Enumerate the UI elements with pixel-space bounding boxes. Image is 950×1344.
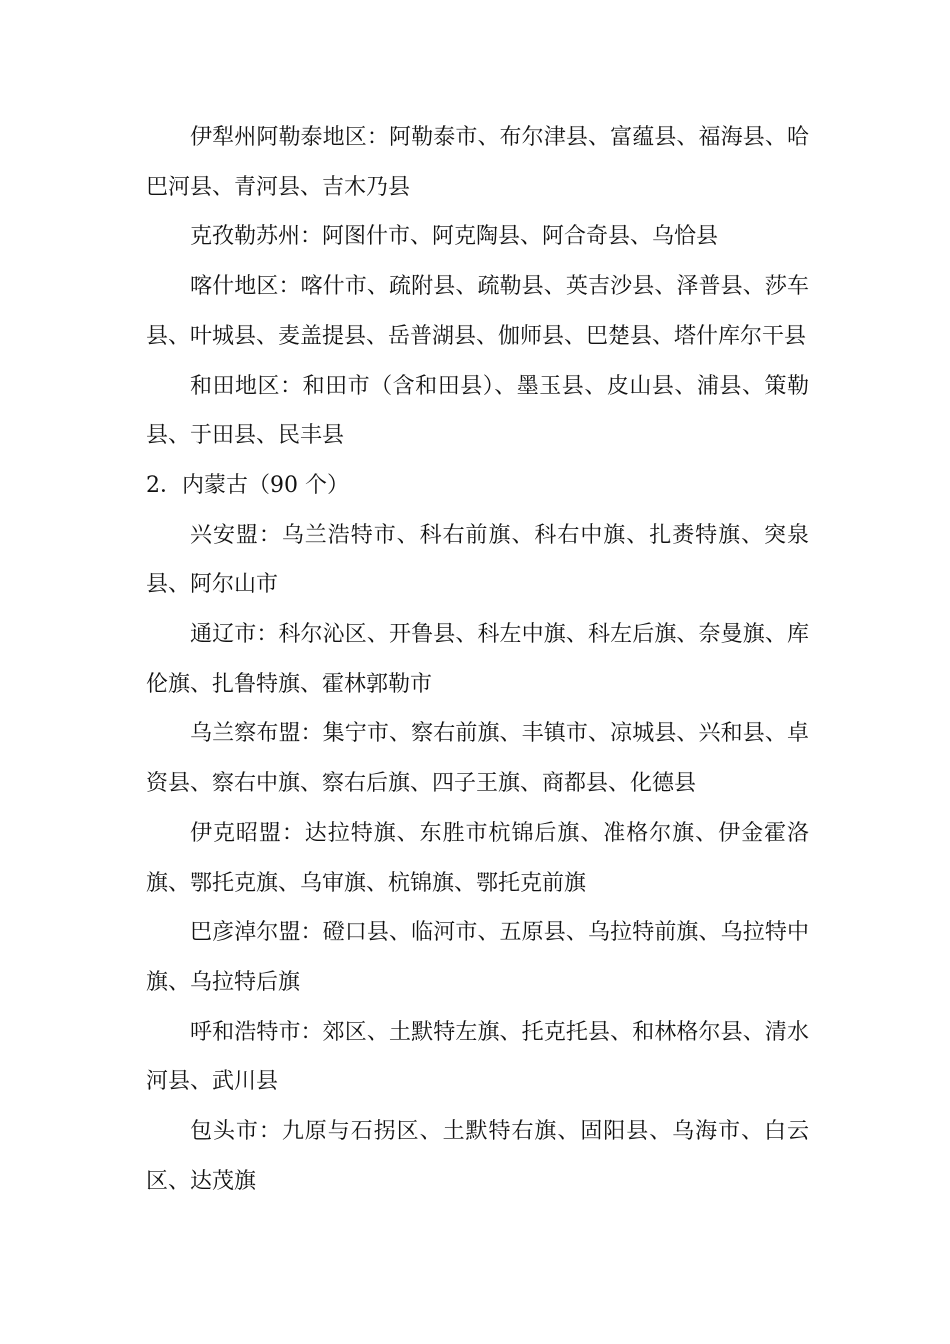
paragraph-kizilsu: 克孜勒苏州：阿图什市、阿克陶县、阿合奇县、乌恰县 [190,224,719,250]
document-body [146,113,809,1206]
paragraph-ulanqab: 乌兰察布盟：集宁市、察右前旗、丰镇市、凉城县、兴和县、卓资县、察右中旗、察右后旗、四子王旗、商都县、化德县 [146,721,809,797]
paragraph-kashgar: 喀什地区：喀什市、疏附县、疏勒县、英吉沙县、泽普县、莎车县、叶城县、麦盖提县、岳普湖县、伽师县、巴楚县、塔什库尔干县 [146,274,809,349]
paragraph-hinggan: 兴安盟：乌兰浩特市、科右前旗、科右中旗、扎赉特旗、突泉县、阿尔山市 [146,522,809,598]
paragraph-hohhot: 呼和浩特市：郊区、土默特左旗、托克托县、和林格尔县、清水河县、武川县 [146,1019,809,1095]
paragraph-bayannur: 巴彦淖尔盟：磴口县、临河市、五原县、乌拉特前旗、乌拉特中旗、乌拉特后旗 [146,920,809,995]
paragraph-baotou: 包头市：九原与石拐区、土默特右旗、固阳县、乌海市、白云区、达茂旗 [146,1119,809,1194]
paragraph-tongliao: 通辽市：科尔沁区、开鲁县、科左中旗、科左后旗、奈曼旗、库伦旗、扎鲁特旗、霍林郭勒市 [146,622,809,697]
paragraph-ikezhao: 伊克昭盟：达拉特旗、东胜市杭锦后旗、准格尔旗、伊金霍洛旗、鄂托克旗、乌审旗、杭锦旗、鄂托克前旗 [146,820,809,896]
paragraph-hotan: 和田地区：和田市（含和田县）、墨玉县、皮山县、浦县、策勒县、于田县、民丰县 [146,373,809,449]
paragraph-altay: 伊犁州阿勒泰地区：阿勒泰市、布尔津县、富蕴县、福海县、哈巴河县、青河县、吉木乃县 [146,125,809,200]
section-heading-inner-mongolia: 2．内蒙古（90 个） [146,472,349,498]
